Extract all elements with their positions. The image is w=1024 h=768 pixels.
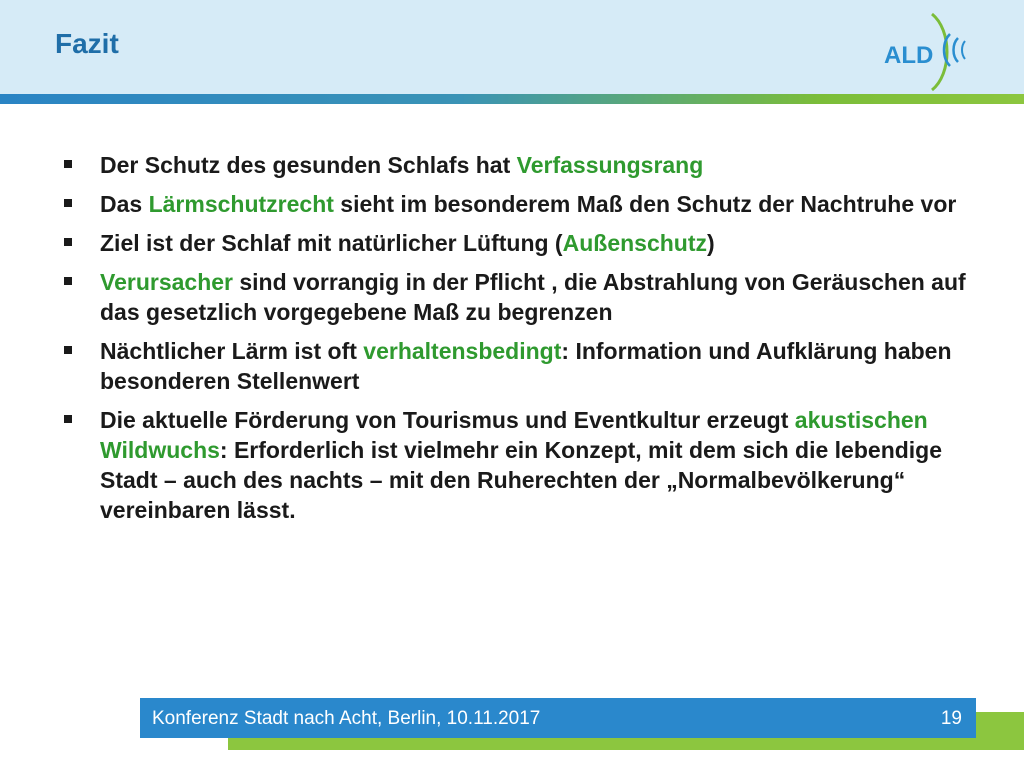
bullet-text: Das — [100, 191, 149, 217]
square-bullet-icon — [64, 199, 72, 207]
highlighted-term: verhaltensbedingt — [363, 338, 562, 364]
bullet-text: : Information und Aufklärung haben besonderen Stellenwert — [100, 338, 952, 394]
slide-title: Fazit — [55, 28, 119, 59]
bullet-item — [62, 267, 982, 327]
square-bullet-icon — [64, 160, 72, 168]
ald-logo — [880, 12, 990, 92]
highlighted-term: Außenschutz — [562, 230, 707, 256]
bullet-text: ) — [707, 230, 715, 256]
bullet-text: Ziel ist der Schlaf mit natürlicher Lüftung ( — [100, 230, 563, 256]
bullet-item — [62, 228, 982, 258]
square-bullet-icon — [64, 277, 72, 285]
footer-bar — [140, 698, 976, 738]
square-bullet-icon — [64, 415, 72, 423]
square-bullet-icon — [64, 238, 72, 246]
bullet-text: sieht im besonderem Maß den Schutz der Nachtruhe vor — [333, 191, 957, 217]
square-bullet-icon — [64, 346, 72, 354]
bullet-item — [62, 150, 982, 180]
bullet-list — [62, 150, 982, 525]
bullet-text: Der Schutz des gesunden Schlafs hat — [100, 152, 517, 178]
highlighted-term: Verfassungsrang — [516, 152, 704, 178]
highlighted-term: akustischen Wildwuchs — [100, 407, 928, 463]
bullet-item — [62, 189, 982, 219]
highlighted-term: Lärmschutzrecht — [148, 191, 334, 217]
page-number: 19 — [940, 708, 962, 729]
slide-content — [62, 150, 982, 534]
footer-conference-text: Konferenz Stadt nach Acht, Berlin, 10.11.2017 — [152, 708, 541, 729]
sound-waves-icon — [924, 12, 984, 92]
bullet-text: Nächtlicher Lärm ist oft — [100, 338, 364, 364]
header-gradient-bar — [0, 94, 1024, 104]
bullet-text: Die aktuelle Förderung von Tourismus und Eventkultur erzeugt — [100, 407, 795, 433]
bullet-item — [62, 405, 982, 525]
logo-text: ALD — [884, 42, 934, 69]
bullet-text: : Erforderlich ist vielmehr ein Konzept, mit dem sich die lebendige Stadt – auch des nachts – mit den Ruherechten der „Normalbevölkerung“ vereinbaren lässt. — [100, 437, 943, 523]
slide-header — [0, 0, 1024, 94]
bullet-text: sind vorrangig in der Pflicht , die Abstrahlung von Geräuschen auf das gesetzlich vorgegebene Maß zu begrenzen — [100, 269, 966, 325]
highlighted-term: Verursacher — [100, 269, 233, 295]
bullet-item — [62, 336, 982, 396]
